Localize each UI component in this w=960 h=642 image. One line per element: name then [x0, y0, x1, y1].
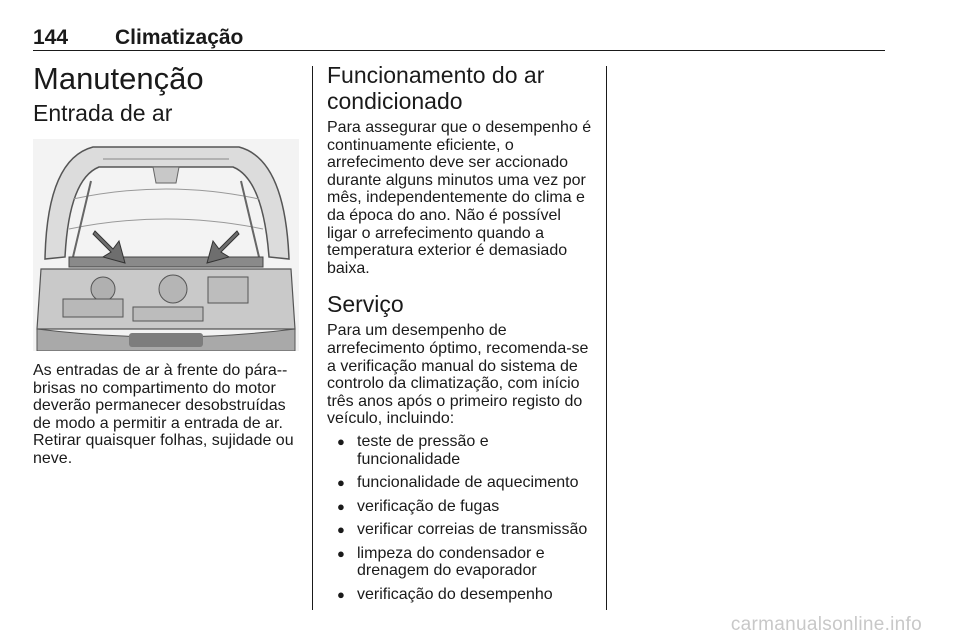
- header-rule: [33, 50, 885, 51]
- page-header: [33, 26, 885, 48]
- function-paragraph: Para assegurar que o desempenho é continuamente eficiente, o arrefecimento deve ser accionado durante alguns minutos uma vez por mês, independentemente do clima e da época do ano. Não é possível ligar o arrefecimento quando a temperatura exterior é demasiado baixa.: [327, 119, 592, 277]
- subsection-title: Entrada de ar: [33, 100, 173, 126]
- bullet-icon: ●: [337, 475, 345, 491]
- list-item: [327, 433, 595, 468]
- service-title: Serviço: [327, 291, 404, 318]
- bullet-icon: ●: [337, 587, 345, 603]
- list-item-text: verificar correias de transmissão: [357, 521, 588, 539]
- middle-column: [327, 62, 595, 610]
- list-item: [327, 545, 595, 580]
- engine-hood-illustration: [33, 139, 299, 351]
- service-paragraph: Para um desempenho de arrefecimento óptimo, recomenda-se a verificação manual do sistema de controlo da climatização, com início três anos após o primeiro registo do veículo, incluindo:: [327, 322, 589, 428]
- left-column: [33, 62, 299, 468]
- list-item: [327, 521, 595, 539]
- bullet-icon: ●: [337, 522, 345, 538]
- bullet-icon: ●: [337, 498, 345, 514]
- service-checklist: [327, 433, 595, 604]
- list-item-text: verificação do desempenho: [357, 586, 553, 604]
- column-divider-right: [606, 66, 607, 610]
- page-number: 144: [33, 26, 69, 49]
- bullet-icon: ●: [337, 433, 345, 449]
- list-item: [327, 498, 595, 516]
- list-item: [327, 474, 595, 492]
- list-item-text: limpeza do condensador e drenagem do evaporador: [357, 544, 545, 580]
- list-item-text: funcionalidade de aquecimento: [357, 474, 579, 492]
- running-title: Climatização: [115, 26, 244, 49]
- air-intake-caption: As entradas de ar à frente do pára--brisas no compartimento do motor deverão permanecer desobstruídas de modo a permitir a entrada de ar. Retirar quaisquer folhas, sujidade ou neve.: [33, 362, 294, 467]
- list-item: [327, 586, 595, 604]
- column-divider-left: [312, 66, 313, 610]
- list-item-text: verificação de fugas: [357, 497, 500, 515]
- list-item-text: teste de pressão e funcionalidade: [357, 432, 489, 468]
- watermark: carmanualsonline.info: [730, 614, 922, 635]
- bullet-icon: ●: [337, 545, 345, 561]
- function-title: Funcionamento do ar condicionado: [327, 62, 545, 114]
- section-title: Manutenção: [33, 61, 204, 96]
